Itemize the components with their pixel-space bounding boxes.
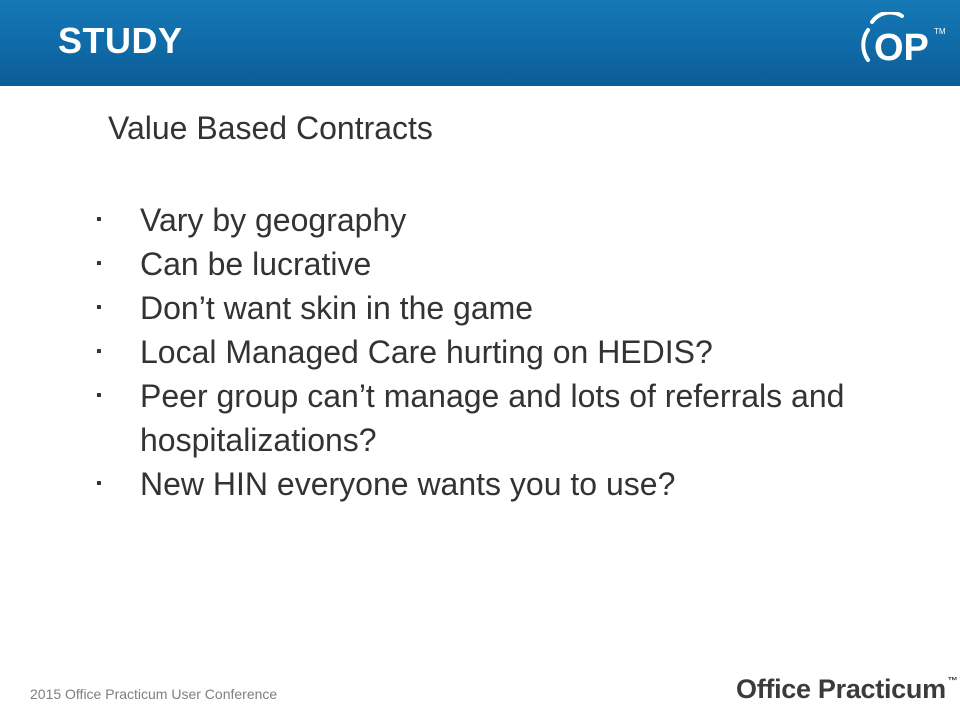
bullet-item bbox=[96, 198, 896, 242]
logo-tm: TM bbox=[934, 27, 946, 36]
brand-logo bbox=[736, 674, 957, 705]
bullet-marker-icon: ▪ bbox=[96, 387, 102, 404]
bullet-text: New HIN everyone wants you to use? bbox=[140, 466, 676, 502]
bullet-text: Vary by geography bbox=[140, 202, 407, 238]
bullet-marker-icon: ▪ bbox=[96, 343, 102, 360]
logo-text: OP bbox=[874, 27, 929, 69]
bullet-marker-icon: ▪ bbox=[96, 255, 102, 272]
op-logo-icon bbox=[858, 12, 948, 74]
bullet-item bbox=[96, 286, 896, 330]
bullet-item bbox=[96, 330, 896, 374]
bullet-text: Peer group can’t manage and lots of referrals and hospitalizations? bbox=[140, 378, 845, 458]
conference-footer: 2015 Office Practicum User Conference bbox=[30, 686, 278, 702]
brand-tm: ™ bbox=[947, 676, 958, 687]
header-bar bbox=[0, 0, 960, 86]
bullet-text: Local Managed Care hurting on HEDIS? bbox=[140, 334, 713, 370]
slide-subtitle: Value Based Contracts bbox=[108, 110, 433, 146]
slide-title: STUDY bbox=[58, 20, 183, 61]
brand-name: Office Practicum bbox=[736, 674, 946, 704]
bullet-marker-icon: ▪ bbox=[96, 211, 102, 228]
bullet-marker-icon: ▪ bbox=[96, 299, 102, 316]
bullet-item bbox=[96, 242, 896, 286]
bullet-item bbox=[96, 462, 896, 506]
bullet-item bbox=[96, 374, 896, 462]
bullet-marker-icon: ▪ bbox=[96, 475, 102, 492]
bullet-text: Can be lucrative bbox=[140, 246, 372, 282]
bullet-list bbox=[96, 198, 896, 506]
bullet-text: Don’t want skin in the game bbox=[140, 290, 534, 326]
